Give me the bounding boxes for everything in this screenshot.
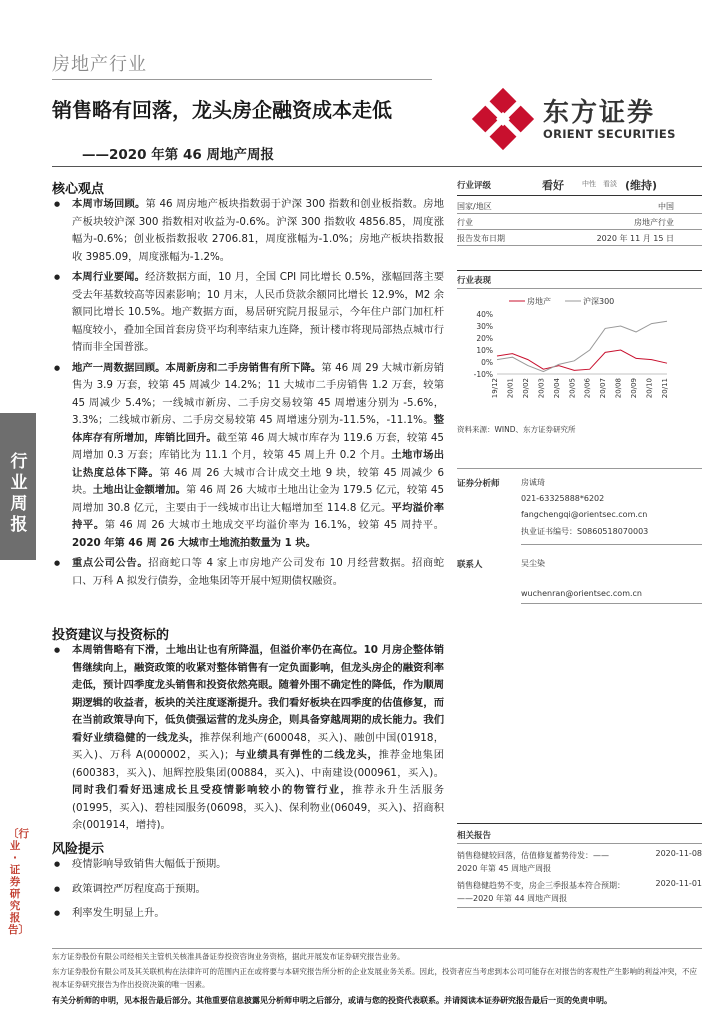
divider [457, 270, 702, 271]
divider [521, 603, 702, 604]
footer-disclaimer: 东方证券股份有限公司及其关联机构在法律许可的范围内正在或将要与本研究报告所分析的企业发展业务关系。因此，投资者应当考虑到本公司可能存在对报告的客观性产生影响的利益冲突，不应视本证券研究报告为作出投资决策的唯一因素。 [52, 967, 697, 989]
analyst-license: 执业证书编号：S0860518070003 [521, 527, 649, 536]
divider [457, 229, 702, 230]
list-item: ● 地产一周数据回顾。本周新房和二手房销售有所下降。第 46 周 29 大城市新房销售为 3.9 万套，较第 45 周减少 14.2%；11 大城市二手房销售 1.2 万套，较第 45 周减少 5.4%；一线城市新房、二手房交易较第 45 周增速分别为 -5.6%，3.3%；二线城市新房、二手房交易较第 45 周增速分别为-11.5%，-11.1%。整体库存有所增加，库销比回升。截至第 46 周大城市库存为 119.6 万套，较第 45 周增加 0.3 万套；库销比为 11.1 个月，较第 45 周上升 0.2 个月。土地市场出让热度总体下降。第 46 周 26 大城市合计成交土地 9 块，较第 45 周减少 6 块。土地出让金额增加。第 46 周 26 大城市土地出让金为 179.5 亿元，较第 45 周增加 30.8 亿元，主要由于一线城市出让大幅增加至 114.8 亿元。平均溢价率持平。第 46 周 26 大城市土地成交平均溢价率为 16.1%，较第 45 周持平。2020 年第 46 周 26 大城市土地流拍数量为 1 块。 [52, 360, 444, 553]
related-item-date: 2020-11-01 [655, 879, 702, 888]
info-row: 行业 房地产行业 [457, 218, 674, 227]
list-item: ● 重点公司公告。招商蛇口等 4 家上市房地产公司发布 10 月经营数据。招商蛇口、万科 A 拟发行债券，金地集团等开展中短期债权融资。 [52, 555, 444, 590]
divider [457, 288, 702, 289]
divider [457, 468, 702, 469]
x-tick-label: 20/11 [661, 378, 669, 399]
x-tick-label: 20/09 [630, 378, 639, 399]
list-item: ● 本周销售略有下滑，土地出让也有所降温，但溢价率仍在高位。10 月房企整体销售继续向上，融资政策的收紧对整体销售有一定负面影响，但龙头房企的融资利率走低，预计四季度龙头销售和投资依然亮眼。随着外围不确定性的降低，作为顺周期逻辑的收益者，板块的关注度逐渐提升。我们看好板块在四季度的估值修复，而在当前政策导向下，低负债强运营的龙头房企，则具备穿越周期的成长能力。我们看好业绩稳健的一线龙头，推荐保利地产(600048，买入)、融创中国(01918，买入)、万科 A(000002，买入)；与业绩具有弹性的二线龙头，推荐金地集团(600383，买入)、旭辉控股集团(00884，买入)、中南建设(000961，买入)。同时我们看好迅速成长且受疫情影响较小的物管行业，推荐永升生活服务(01995，买入)、碧桂园服务(06098，买入)、保利物业(06049，买入)、招商积余(001914，增持)。 [52, 642, 444, 835]
chart-source: 资料来源：WIND、东方证券研究所 [457, 425, 576, 434]
sidebar-vertical-tag: 〔行业·证券研究报告〕 [8, 828, 29, 936]
contact-label: 联系人 [457, 560, 483, 570]
analyst-label: 证券分析师 [457, 479, 500, 489]
advice-heading: 投资建议与投资标的 [52, 628, 170, 643]
advice-list [52, 642, 444, 838]
rating-bearish: 看淡 [603, 180, 617, 188]
analyst-phone: 021-63325888*6202 [521, 494, 605, 503]
series-line-沪深300 [497, 321, 667, 371]
divider [52, 948, 702, 949]
footer-qualification: 东方证券股份有限公司经相关主管机关核准具备证券投资咨询业务资格，据此开展发布证券研究报告业务。 [52, 952, 405, 961]
rating-value: 看好 [542, 179, 564, 192]
sidebar-label: 行业周报 [10, 452, 28, 535]
divider [457, 843, 702, 844]
analyst-name: 房诚琦 [521, 478, 545, 487]
y-tick-label: 20% [476, 334, 493, 343]
divider [521, 544, 702, 545]
divider [457, 245, 702, 246]
legend-b: 沪深300 [583, 297, 615, 306]
report-title: 销售略有回落，龙头房企融资成本走低 [52, 98, 392, 122]
x-tick-label: 20/08 [614, 378, 623, 399]
list-item: ● 本周市场回顾。第 46 周房地产板块指数弱于沪深 300 指数和创业板指数。房地产板块较沪深 300 指数相对收益为-0.6%。沪深 300 指数收 4856.85，周度涨幅为-0.6%；创业板指数报收 2706.81，周度涨幅为-1.0%；房地产板块指数报收 3985.09，周度涨幅为-1.2%。 [52, 196, 444, 266]
rating-label: 行业评级 [457, 181, 492, 191]
divider [457, 823, 702, 824]
contact-name: 吴尘染 [521, 559, 545, 568]
divider [52, 166, 702, 167]
contact-email[interactable]: wuchenran@orientsec.com.cn [521, 589, 642, 598]
y-tick-label: 0% [481, 358, 493, 367]
y-tick-label: 10% [476, 346, 493, 355]
rating-neutral: 中性 [582, 180, 596, 188]
list-item: ● 疫情影响导致销售大幅低于预期。 [52, 856, 444, 874]
orient-logo-icon [470, 86, 536, 152]
related-item-date: 2020-11-08 [655, 849, 702, 858]
logo-chinese: 东方证券 [543, 98, 656, 128]
info-row: 报告发布日期 2020 年 11 月 15 日 [457, 234, 674, 243]
list-item: ● 本周行业要闻。经济数据方面，10 月，全国 CPI 同比增长 0.5%，涨幅回落主要受去年基数较高等因素影响；10 月末，人民币贷款余额同比增长 12.9%，M2 余额同比增长 10.5%。地产数据方面，易居研究院月报显示，今年住户部门加杠杆幅度较小，叠加全国首套房贷平均利率结束九连降，预计楼市将现局部热点城市行情而非全国普涨。 [52, 269, 444, 357]
divider [457, 213, 702, 214]
x-tick-label: 19/12 [491, 378, 499, 399]
performance-heading: 行业表现 [457, 276, 492, 286]
series-line-房地产 [497, 350, 667, 370]
footer-notice: 有关分析师的申明，见本报告最后部分。其他重要信息披露见分析师申明之后部分，或请与您的投资代表联系。并请阅读本证券研究报告最后一页的免责申明。 [52, 996, 612, 1005]
x-tick-label: 20/10 [645, 378, 654, 399]
x-tick-label: 20/01 [506, 378, 515, 399]
y-tick-label: 30% [476, 322, 493, 331]
y-tick-label: -10% [473, 370, 493, 379]
x-tick-label: 20/05 [568, 378, 577, 399]
rating-hold: (维持) [625, 179, 658, 192]
related-heading: 相关报告 [457, 831, 492, 841]
core-heading: 核心观点 [52, 182, 105, 197]
x-tick-label: 20/06 [583, 378, 592, 399]
risk-list [52, 856, 444, 926]
divider [457, 907, 702, 908]
analyst-email[interactable]: fangchengqi@orientsec.com.cn [521, 510, 648, 519]
legend-a: 房地产 [527, 297, 551, 306]
x-tick-label: 20/04 [552, 378, 561, 399]
related-item-title[interactable]: 销售稳健较回落，估值修复蓄势待发：——2020 年第 45 周地产周报 [457, 851, 609, 873]
header-rule [52, 79, 432, 80]
risk-heading: 风险提示 [52, 842, 105, 857]
logo-english: ORIENT SECURITIES [543, 127, 676, 141]
y-tick-label: 40% [476, 310, 493, 319]
divider [457, 195, 702, 196]
list-item: ● 利率发生明显上升。 [52, 905, 444, 923]
x-tick-label: 20/07 [599, 378, 608, 399]
sector-label: 房地产行业 [52, 54, 147, 75]
performance-chart [457, 292, 702, 412]
x-tick-label: 20/03 [537, 378, 546, 399]
core-list [52, 196, 444, 593]
report-subtitle: ——2020 年第 46 周地产周报 [82, 147, 274, 163]
x-tick-label: 20/02 [521, 378, 530, 399]
related-item-title[interactable]: 销售稳健趋势不变，房企三季报基本符合预期：——2020 年第 44 周地产周报 [457, 881, 625, 903]
rating-row [457, 179, 702, 191]
list-item: ● 政策调控严厉程度高于预期。 [52, 881, 444, 899]
info-row: 国家/地区 中国 [457, 202, 674, 211]
